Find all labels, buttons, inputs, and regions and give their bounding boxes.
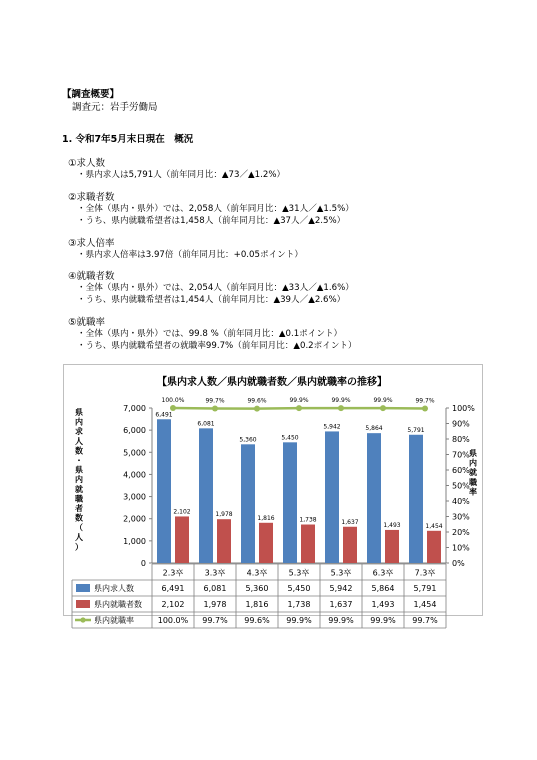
item-title-job-seekers: ②求職者数 xyxy=(68,192,115,203)
table-cell: 99.9% xyxy=(286,616,312,625)
table-cell: 1,493 xyxy=(371,600,395,609)
bar-value-label: 1,978 xyxy=(215,511,233,519)
y-axis-title-char: 県 xyxy=(75,408,83,417)
table-cell: 5,864 xyxy=(371,584,395,593)
y2-axis-title-char: 率 xyxy=(469,487,477,497)
rate-point xyxy=(296,405,302,411)
rate-point xyxy=(170,405,176,411)
y-tick-label: 1,000 xyxy=(123,536,146,546)
bar-job-offers xyxy=(157,419,171,563)
rate-value-label: 100.0% xyxy=(161,397,185,404)
y2-axis-title-char: 職 xyxy=(469,477,477,487)
y2-tick-label: 20% xyxy=(452,528,470,537)
y2-axis-title-char: 就 xyxy=(469,468,477,478)
legend-label: 県内就職者数 xyxy=(94,600,142,609)
bar-value-label: 5,360 xyxy=(239,436,257,444)
category-label: 5.3卒 xyxy=(288,568,310,578)
item-title-employment-rate: ⑤就職率 xyxy=(68,317,106,328)
item-title-job-ratio: ③求人倍率 xyxy=(68,238,115,249)
bar-employed xyxy=(259,523,273,563)
rate-value-label: 99.7% xyxy=(205,397,225,405)
y2-axis-title-char: 内 xyxy=(469,458,477,468)
y2-tick-label: 30% xyxy=(452,512,470,522)
item-title-employed: ④就職者数 xyxy=(68,271,115,282)
table-cell: 2,102 xyxy=(161,600,185,609)
table-cell: 5,942 xyxy=(329,584,353,593)
bar-value-label: 6,081 xyxy=(197,420,215,428)
bar-job-offers xyxy=(241,444,255,563)
table-cell: 99.6% xyxy=(244,616,270,625)
table-cell: 5,360 xyxy=(245,584,269,593)
item-line: ・うち、県内就職希望者は1,458人（前年同月比：▲37人／▲2.5%） xyxy=(77,216,346,226)
y-tick-label: 4,000 xyxy=(123,470,146,480)
item-line: ・県内求人倍率は3.97倍（前年同月比：+0.05ポイント） xyxy=(77,250,303,260)
item-line: ・全体（県内・県外）では、99.8 %（前年同月比：▲0.1ポイント） xyxy=(77,329,343,339)
bar-value-label: 6,491 xyxy=(155,411,173,419)
legend-swatch xyxy=(76,584,90,592)
y2-tick-label: 10% xyxy=(452,543,470,553)
bar-value-label: 1,738 xyxy=(299,516,317,524)
chart-frame xyxy=(63,364,483,625)
table-cell: 1,978 xyxy=(203,600,227,609)
bar-employed xyxy=(175,516,189,563)
y-axis-title-char: 就 xyxy=(75,484,83,494)
bar-value-label: 1,816 xyxy=(257,514,275,522)
survey-heading: 【調査概要】 xyxy=(62,89,120,100)
category-label: 2.3卒 xyxy=(162,568,184,578)
y-axis-title-char: 職 xyxy=(75,494,83,504)
y2-tick-label: 80% xyxy=(452,435,470,444)
legend-swatch xyxy=(80,617,85,622)
table-cell: 1,454 xyxy=(413,600,437,609)
item-line: ・県内求人は5,791人（前年同月比：▲73／▲1.2%） xyxy=(77,170,286,180)
y-axis-title-char: 人 xyxy=(75,436,83,446)
bar-job-offers xyxy=(283,442,297,563)
category-label: 4.3卒 xyxy=(246,568,268,578)
y2-tick-label: 40% xyxy=(452,497,470,506)
bar-job-offers xyxy=(325,431,339,563)
chart-title: 【県内求人数／県内就職者数／県内就職率の推移】 xyxy=(157,377,387,388)
rate-point xyxy=(338,405,344,411)
table-cell: 6,491 xyxy=(161,584,185,593)
y2-tick-label: 70% xyxy=(452,450,470,460)
y-axis-title-char: 数 xyxy=(75,446,83,456)
rate-value-label: 99.9% xyxy=(331,397,351,405)
bar-value-label: 2,102 xyxy=(173,508,191,516)
rate-point xyxy=(380,405,386,411)
y2-tick-label: 0% xyxy=(452,559,465,568)
y2-tick-label: 50% xyxy=(452,481,470,491)
bar-value-label: 5,942 xyxy=(323,423,341,431)
rate-point xyxy=(212,405,218,411)
bar-value-label: 5,864 xyxy=(365,425,383,433)
y-axis-title-char: 人 xyxy=(75,532,83,542)
y-tick-label: 6,000 xyxy=(123,426,146,436)
category-label: 6.3卒 xyxy=(372,568,394,578)
y-axis-title-char: 内 xyxy=(75,417,83,427)
table-cell: 5,791 xyxy=(413,584,437,593)
table-cell: 1,637 xyxy=(329,600,353,609)
rate-point xyxy=(422,405,428,411)
table-cell: 99.7% xyxy=(412,616,438,625)
table-cell: 99.7% xyxy=(202,616,228,625)
item-title-job-offers: ①求人数 xyxy=(68,158,106,169)
rate-value-label: 99.6% xyxy=(247,397,267,405)
y-tick-label: 7,000 xyxy=(123,404,146,413)
bar-value-label: 1,493 xyxy=(383,521,401,529)
y2-tick-label: 60% xyxy=(452,466,470,475)
legend-swatch xyxy=(76,600,90,608)
item-line: ・うち、県内就職希望者は1,454人（前年同月比：▲39人／▲2.6%） xyxy=(77,295,346,305)
rate-value-label: 99.7% xyxy=(415,397,435,405)
y-axis-title-char: ・ xyxy=(75,456,83,465)
y-axis-title-char: （ xyxy=(75,523,83,533)
legend-label: 県内求人数 xyxy=(94,584,134,593)
bar-value-label: 5,450 xyxy=(281,434,299,442)
y-axis-title-char: 内 xyxy=(75,475,83,485)
bar-employed xyxy=(217,519,231,563)
bar-job-offers xyxy=(199,428,213,563)
item-line: ・全体（県内・県外）では、2,058人（前年同月比：▲31人／▲1.5%） xyxy=(77,204,354,214)
y-tick-label: 3,000 xyxy=(123,492,146,502)
y-tick-label: 0 xyxy=(140,559,146,568)
bar-job-offers xyxy=(367,433,381,563)
bar-value-label: 1,454 xyxy=(425,522,443,530)
category-label: 7.3卒 xyxy=(414,568,436,578)
table-cell: 100.0% xyxy=(157,616,189,625)
y-axis-title-char: ） xyxy=(75,542,83,552)
item-line: ・うち、県内就職希望者の就職率99.7%（前年同月比：▲0.2ポイント） xyxy=(77,341,357,351)
category-label: 3.3卒 xyxy=(204,568,226,578)
section-title: 1. 令和7年5月末日現在 概況 xyxy=(62,134,194,145)
rate-value-label: 99.9% xyxy=(373,397,393,405)
y2-tick-label: 90% xyxy=(452,419,470,429)
y2-axis-title-char: 県 xyxy=(469,449,477,458)
bar-employed xyxy=(427,531,441,563)
y-axis-title-char: 県 xyxy=(75,465,83,475)
table-cell: 99.9% xyxy=(370,616,396,625)
y-tick-label: 2,000 xyxy=(123,514,146,524)
bar-employed xyxy=(343,527,357,563)
bar-employed xyxy=(301,525,315,563)
table-cell: 1,816 xyxy=(245,600,269,609)
table-cell: 5,450 xyxy=(287,584,311,593)
rate-value-label: 99.9% xyxy=(289,397,309,405)
y-tick-label: 5,000 xyxy=(123,448,146,458)
bar-employed xyxy=(385,530,399,563)
survey-source: 調査元：岩手労働局 xyxy=(72,102,158,113)
chart-svg xyxy=(64,365,482,625)
category-label: 5.3卒 xyxy=(330,568,352,578)
y-axis-title-char: 数 xyxy=(75,513,83,523)
y-axis-title-char: 者 xyxy=(75,504,83,513)
table-cell: 1,738 xyxy=(287,600,311,609)
table-cell: 6,081 xyxy=(203,584,227,593)
table-cell: 99.9% xyxy=(328,616,354,625)
bar-value-label: 5,791 xyxy=(407,426,425,434)
y2-tick-label: 100% xyxy=(452,404,475,413)
bar-value-label: 1,637 xyxy=(341,518,359,526)
legend-label: 県内就職率 xyxy=(94,616,134,625)
y-axis-title-char: 求 xyxy=(75,427,83,437)
item-line: ・全体（県内・県外）では、2,054人（前年同月比：▲33人／▲1.6%） xyxy=(77,283,354,293)
rate-point xyxy=(254,406,260,412)
bar-job-offers xyxy=(409,435,423,563)
